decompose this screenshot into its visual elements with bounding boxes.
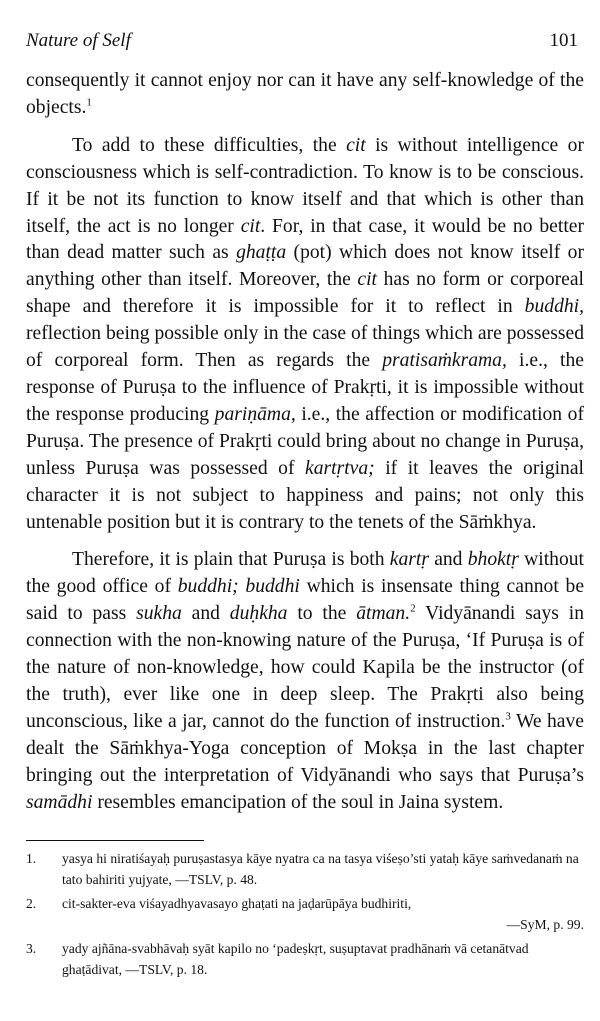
footnote-ref: 2 (410, 602, 416, 615)
running-header (26, 30, 584, 64)
paragraph: Therefore, it is plain that Puruṣa is both kartṛ and bhoktṛ without the good office of buddhi; buddhi which is insensate thing cannot be said to pass sukha and duḥkha to the ātman.$^2$ Vidyānandi says in connection with the non-knowing nature of the Puruṣa, ‘If Puruṣa is of the nature of non-knowledge, how could Kapila be the instructor (of the truth), ever like one in deep sleep. The Prakṛti also being unconscious, like a jar, cannot do the function of instruction.$^3$ We have dealt the Sāṁkhya-Yoga conception of Mokṣa in the last chapter bringing out the interpretation of Vidyānandi who says that Puruṣa’s samādhi resembles emancipation of the soul in Jaina system. (26, 549, 585, 813)
footnote: 3. yady ajñāna-svabhāvaḥ syāt kapilo no ‘padeṣkṛt, suṣuptavat pradhānaṁ vā cetanātvad ghaṭādivat, —TSLV, p. 18. (26, 941, 529, 977)
page-number: 101 (549, 30, 578, 51)
footnote: 2. cit-sakter-eva viśayadhyavasayo ghaṭati na jaḍarūpāya budhiriti, (26, 896, 412, 912)
paragraph: consequently it cannot enjoy nor can it have any self-knowledge of the objects.$^1$ (26, 70, 584, 118)
footnote-divider (26, 840, 204, 841)
footnote-ref: 1 (86, 96, 92, 109)
running-title: Nature of Self (26, 30, 131, 51)
footnotes (26, 849, 584, 980)
paragraph: To add to these difficulties, the cit is without intelligence or consciousness which is self-contradiction. To know is to be conscious. If it be not its function to know itself and that which is other than itself, the act is no longer cit. For, in that case, it would be no better than dead matter such as ghaṭṭa (pot) which does not know itself or anything other than itself. Moreover, the cit has no form or corporeal shape and therefore it is impossible for it to reflect in buddhi, reflection being possible only in the case of things which are possessed of corporeal form. Then as regards the pratisaṁkrama, i.e., the response of Puruṣa to the influence of Prakṛti, it is impossible without the response producing pariṇāma, i.e., the affection or modification of Puruṣa. The presence of Prakṛti could bring about no change in Puruṣa, unless Puruṣa was possessed of kartṛtva; if it leaves the original character it is not subject to happiness and pains; not only this untenable position but it is contrary to the tenets of the Sāṁkhya. (26, 134, 584, 533)
footnote-ref: 3 (505, 710, 511, 723)
footnote: 1. yasya hi niratiśayaḥ puruṣastasya kāye nyatra ca na tasya viśeṣo’sti yataḥ kāye saṁvedanaṁ na tato bahiriti yujyate, —TSLV, p. 48. (26, 851, 579, 887)
footnote-source: —SyM, p. 99. (506, 916, 584, 932)
body-text (26, 68, 584, 816)
